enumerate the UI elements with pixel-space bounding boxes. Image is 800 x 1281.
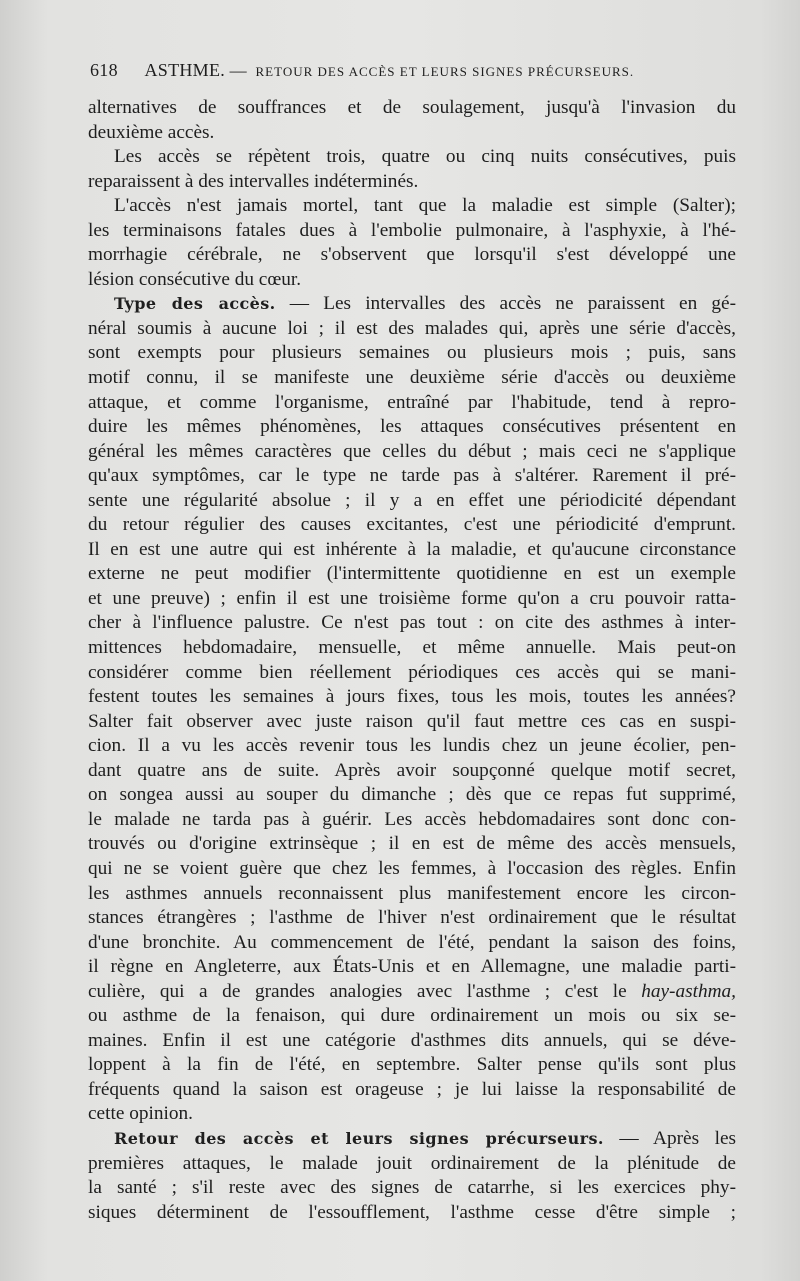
text-line: cette opinion. — [88, 1103, 193, 1125]
text-line: les asthmes annuels reconnaissent plus manifestement encore les circon- — [88, 882, 736, 904]
text-line: Il en est une autre qui est inhérente à la maladie, et qu'aucune circonstance — [88, 538, 736, 560]
text-line: duire les mêmes phénomènes, les attaques consécutives présentent en — [88, 416, 736, 438]
text-line: externe ne peut modifier (l'intermittente quotidienne en est un exemple — [88, 563, 736, 585]
running-header — [90, 60, 740, 90]
text-line: fréquents quand la saison est orageuse ; je lui laisse la responsabilité de — [88, 1078, 736, 1100]
text-line — [88, 292, 736, 317]
text-line: il règne en Angleterre, aux États-Unis et en Allemagne, une maladie parti- — [88, 956, 736, 978]
text-line: sont exempts pour plusieurs semaines ou plusieurs mois ; puis, sans — [88, 342, 736, 364]
text-line: considérer comme bien réellement périodiques ces accès qui se mani- — [88, 661, 736, 683]
text-line: cher à l'influence palustre. Ce n'est pas tout : on cite des asthmes à inter- — [88, 612, 736, 634]
text-line: reparaissent à des intervalles indéterminés. — [88, 170, 419, 192]
text-line: Les accès se répètent trois, quatre ou cinq nuits consécutives, puis — [114, 146, 736, 168]
text-line: alternatives de souffrances et de soulagement, jusqu'à l'invasion du — [88, 97, 736, 118]
text-line: ou asthme de la fenaison, qui dure ordinairement un mois ou six se- — [88, 1005, 736, 1027]
text-line: on songea aussi au souper du dimanche ; dès que ce repas fut supprimé, — [88, 784, 736, 806]
text-line: néral soumis à aucune loi ; il est des malades qui, après une série d'accès, — [88, 317, 736, 339]
page-number: 618 — [90, 60, 118, 80]
header-dash: — — [229, 61, 247, 80]
text-line: loppent à la fin de l'été, en septembre. Salter pense qu'ils sont plus — [88, 1054, 736, 1076]
text-line: général les mêmes caractères que celles du début ; mais ceci ne s'applique — [88, 440, 736, 462]
text-line: siques déterminent de l'essoufflement, l'asthme cesse d'être simple ; — [88, 1201, 736, 1223]
text-line: qui ne se voient guère que chez les femmes, à l'occasion des règles. Enfin — [88, 857, 736, 879]
text-line: les terminaisons fatales dues à l'embolie pulmonaire, à l'asphyxie, à l'hé- — [88, 219, 736, 241]
text-line: L'accès n'est jamais mortel, tant que la maladie est simple (Salter); — [114, 195, 736, 217]
text-line: attaque, et comme l'organisme, entraîné par l'habitude, tend à repro- — [88, 391, 736, 413]
text-line — [88, 1127, 736, 1152]
text-line-rest: — Après les — [619, 1127, 736, 1149]
body-text — [88, 96, 736, 1225]
text-line: maines. Enfin il est une catégorie d'asthmes dits annuels, qui se déve- — [88, 1029, 736, 1051]
text-line: cion. Il a vu les accès revenir tous les lundis chez un jeune écolier, pen- — [88, 735, 736, 757]
hay-asthma-term: hay-asthma, — [641, 980, 736, 1002]
text-line: trouvés ou d'origine extrinsèque ; il en est de même des accès mensuels, — [88, 833, 736, 855]
text-line: le malade ne tarda pas à guérir. Les accès hebdomadaires sont donc con- — [88, 808, 736, 830]
text-line — [88, 980, 736, 1005]
header-subtitle: RETOUR DES ACCÈS ET LEURS SIGNES PRÉCURSEURS. — [255, 64, 635, 79]
text-line-start: culière, qui a de grandes analogies avec l'asthme ; c'est le — [88, 980, 627, 1002]
text-line: premières attaques, le malade jouit ordinairement de la plénitude de — [88, 1152, 736, 1174]
text-line: stances étrangères ; l'asthme de l'hiver n'est ordinairement que le résultat — [88, 907, 736, 929]
text-line: la santé ; s'il reste avec des signes de catarrhe, si les exercices phy- — [88, 1177, 736, 1199]
section-heading-retour: Retour des accès et leurs signes précurseurs. — [114, 1128, 604, 1148]
text-line: lésion consécutive du cœur. — [88, 268, 302, 290]
chapter-title: ASTHME. — [144, 60, 226, 80]
section-heading-type: Type des accès. — [114, 294, 276, 314]
text-line: dant quatre ans de suite. Après avoir soupçonné quelque motif secret, — [88, 759, 736, 781]
text-line: motif connu, il se manifeste une deuxième série d'accès ou deuxième — [88, 367, 736, 389]
text-line: et une preuve) ; enfin il est une troisième forme qu'on a cru pouvoir ratta- — [88, 587, 736, 609]
text-line-rest: — Les intervalles des accès ne paraissent en gé- — [289, 293, 736, 315]
text-line: du retour régulier des causes excitantes, c'est une périodicité d'emprunt. — [88, 514, 736, 536]
text-line: festent toutes les semaines à jours fixes, tous les mois, toutes les années? — [88, 686, 736, 708]
text-line: d'une bronchite. Au commencement de l'été, pendant la saison des foins, — [88, 931, 736, 953]
text-line: Salter fait observer avec juste raison qu'il faut mettre ces cas en suspi- — [88, 710, 736, 732]
text-line: qu'aux symptômes, car le type ne tarde pas à s'altérer. Rarement il pré- — [88, 465, 736, 487]
text-line: morrhagie cérébrale, ne s'observent que lorsqu'il s'est développé une — [88, 244, 736, 266]
text-line: mittences hebdomadaire, mensuelle, et même annuelle. Mais peut-on — [88, 637, 736, 659]
text-line: sente une régularité absolue ; il y a en effet une périodicité dépendant — [88, 489, 736, 511]
text-line: deuxième accès. — [88, 121, 215, 143]
